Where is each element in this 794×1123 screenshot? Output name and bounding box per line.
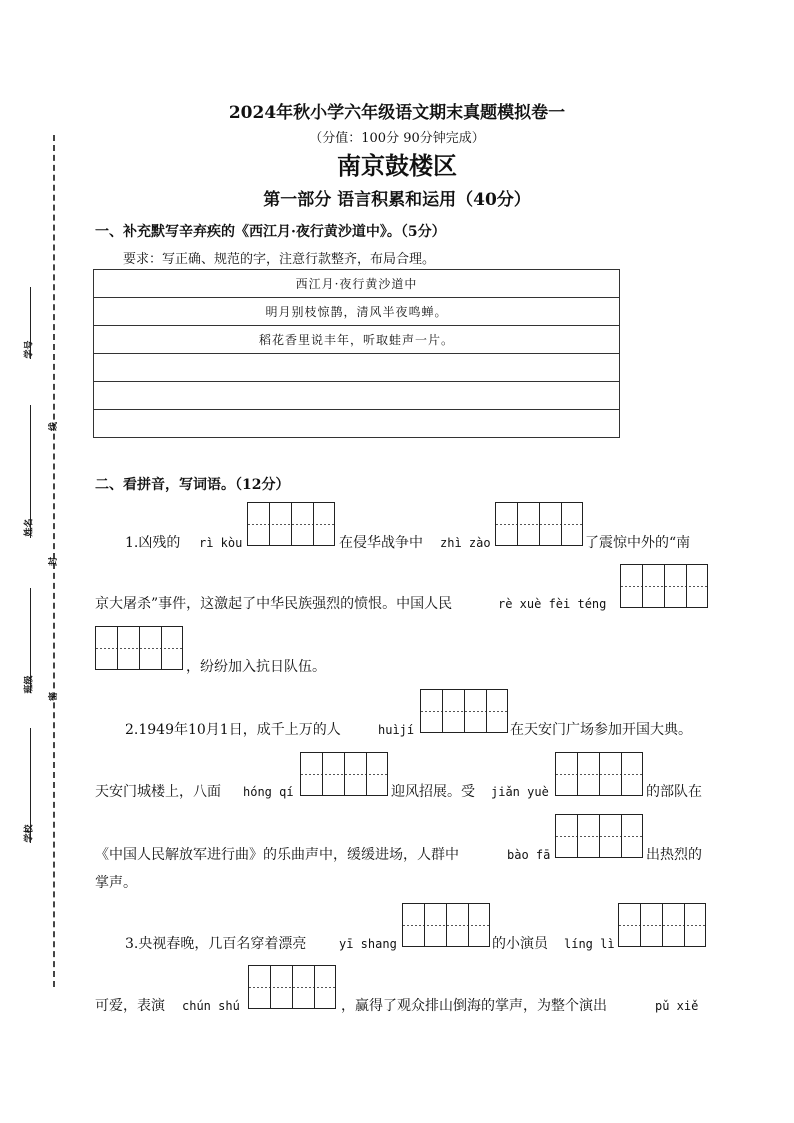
q3-text-c: 可爱，表演 <box>95 998 165 1014</box>
poem-row-title: 西江月·夜行黄沙道中 <box>94 270 620 298</box>
answer-grid[interactable] <box>248 965 336 1009</box>
q3-pinyin-2: líng lì <box>564 937 615 951</box>
label-name: 姓名 <box>24 518 35 537</box>
label-class: 班级 <box>24 675 35 694</box>
section1-requirement: 要求：写正确、规范的字，注意行款整齐，布局合理。 <box>123 252 436 267</box>
q3-pinyin-4: pǔ xiě <box>655 999 699 1013</box>
part-heading: 第一部分 语言积累和运用（40分） <box>263 190 531 210</box>
answer-grid[interactable] <box>402 903 490 947</box>
mark-mi: 密 <box>49 691 60 702</box>
answer-grid[interactable] <box>247 502 335 546</box>
q1-pinyin-1: rì kòu <box>199 536 243 550</box>
q2-pinyin-2: hóng qí <box>243 785 294 799</box>
exam-subtitle: （分值：100分 90分钟完成） <box>309 131 485 146</box>
q1-text-d: 京大屠杀”事件，这激起了中华民族强烈的愤恨。中国人民 <box>95 596 453 612</box>
answer-grid[interactable] <box>618 903 706 947</box>
q2-pinyin-1: huìjí <box>378 723 415 737</box>
answer-grid[interactable] <box>555 752 643 796</box>
q2-text-b: 在天安门广场参加开国大典。 <box>510 722 692 738</box>
poem-row-2: 稻花香里说丰年，听取蛙声一片。 <box>94 326 620 354</box>
mark-xian: 线 <box>49 421 60 432</box>
poem-answer-row[interactable] <box>94 410 620 438</box>
answer-grid[interactable] <box>620 564 708 608</box>
answer-grid[interactable] <box>420 689 508 733</box>
q3-text-d: ，赢得了观众排山倒海的掌声，为整个演出 <box>341 998 607 1014</box>
q2-text-a: 2.1949年10月1日，成千上万的人 <box>125 722 341 738</box>
answer-grid[interactable] <box>495 502 583 546</box>
q1-text-e: ，纷纷加入抗日队伍。 <box>186 659 326 675</box>
q1-text-a: 1.凶残的 <box>125 535 181 551</box>
label-student-id: 学号 <box>24 340 35 359</box>
poem-answer-row[interactable] <box>94 382 620 410</box>
q2-text-f: 《中国人民解放军进行曲》的乐曲声中，缓缓进场，人群中 <box>95 847 459 863</box>
q2-text-g: 出热烈的 <box>646 847 702 863</box>
q3-text-a: 3.央视春晚，几百名穿着漂亮 <box>125 936 307 952</box>
q3-pinyin-3: chún shú <box>182 999 240 1013</box>
q2-pinyin-4: bào fā <box>507 848 551 862</box>
poem-row-1: 明月别枝惊鹊，清风半夜鸣蝉。 <box>94 298 620 326</box>
answer-grid[interactable] <box>300 752 388 796</box>
poem-table <box>93 269 620 438</box>
mark-feng: 封 <box>49 556 60 567</box>
answer-grid[interactable] <box>95 626 183 670</box>
q2-pinyin-3: jiǎn yuè <box>491 785 549 799</box>
q1-pinyin-2: zhì zào <box>440 536 491 550</box>
section2-heading: 二、看拼音，写词语。（12分） <box>95 477 290 493</box>
poem-answer-row[interactable] <box>94 354 620 382</box>
q2-text-c: 天安门城楼上，八面 <box>95 784 221 800</box>
q1-text-c: 了震惊中外的“南 <box>585 535 691 551</box>
q3-text-b: 的小演员 <box>492 936 548 952</box>
q3-pinyin-1: yī shang <box>339 937 397 951</box>
section1-heading: 一、补充默写辛弃疾的《西江月·夜行黄沙道中》。（5分） <box>95 224 446 240</box>
q1-text-b: 在侵华战争中 <box>339 535 423 551</box>
district-title: 南京鼓楼区 <box>337 151 457 180</box>
q2-text-d: 迎风招展。受 <box>391 784 475 800</box>
answer-grid[interactable] <box>555 814 643 858</box>
exam-title: 2024年秋小学六年级语文期末真题模拟卷一 <box>228 103 566 123</box>
q2-text-e: 的部队在 <box>646 784 702 800</box>
q2-text-h: 掌声。 <box>95 875 137 891</box>
label-school: 学校 <box>24 824 35 843</box>
q1-pinyin-3: rè xuè fèi téng <box>498 597 607 611</box>
